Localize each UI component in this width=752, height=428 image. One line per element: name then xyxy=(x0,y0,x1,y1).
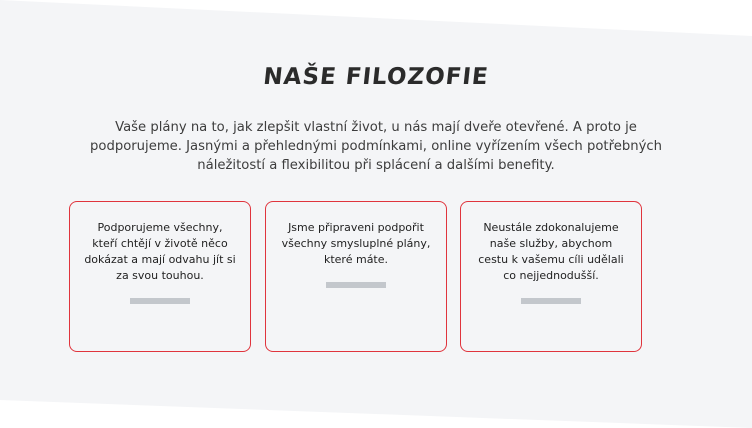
philosophy-card xyxy=(460,201,642,352)
card-text: Podporujeme všechny, kteří chtějí v životě něco dokázat a mají odvahu jít si za svou touhou. xyxy=(84,221,236,282)
card-divider xyxy=(521,298,581,304)
section-intro: Vaše plány na to, jak zlepšit vlastní život, u nás mají dveře otevřené. A proto je podporujeme. Jasnými a přehlednými podmínkami, online vyřízením všech potřebných náležitostí a flexibilitou při splácení a dalšími benefity. xyxy=(90,120,662,173)
card-text: Jsme připraveni podpořit všechny smysluplné plány, které máte. xyxy=(281,221,431,266)
card-text: Neustále zdokonalujeme naše služby, abychom cestu k vašemu cíli udělali co nejjednodušší. xyxy=(478,221,624,282)
card-divider xyxy=(326,282,386,288)
philosophy-card xyxy=(265,201,447,352)
card-divider xyxy=(130,298,190,304)
philosophy-card xyxy=(69,201,251,352)
section-title: NAŠE FILOZOFIE xyxy=(262,64,490,90)
